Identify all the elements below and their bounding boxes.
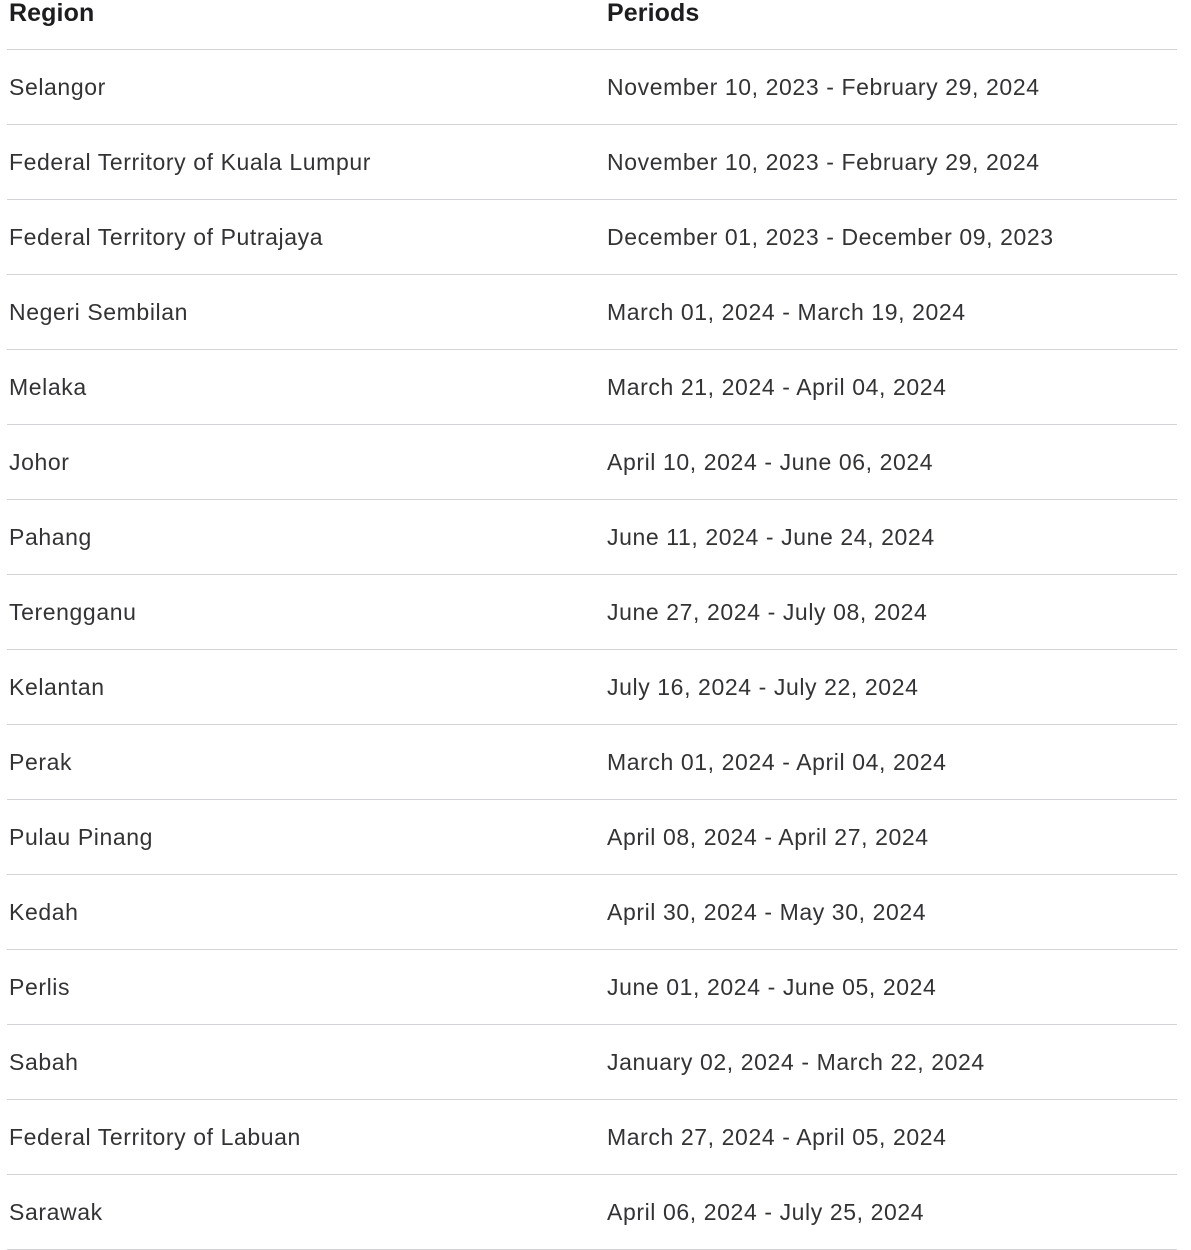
region-cell: Melaka xyxy=(9,374,87,400)
period-cell: June 27, 2024 - July 08, 2024 xyxy=(607,599,928,625)
period-cell: April 30, 2024 - May 30, 2024 xyxy=(607,899,927,925)
period-cell: March 01, 2024 - April 04, 2024 xyxy=(607,749,947,775)
table-row xyxy=(7,800,1177,875)
region-cell: Kedah xyxy=(9,899,79,925)
period-cell: July 16, 2024 - July 22, 2024 xyxy=(607,674,919,700)
header-region: Region xyxy=(9,0,95,27)
region-cell: Terengganu xyxy=(9,599,137,625)
table-row xyxy=(7,1025,1177,1100)
table-row xyxy=(7,125,1177,200)
region-cell: Kelantan xyxy=(9,674,105,700)
table-row xyxy=(7,1175,1177,1250)
table-row xyxy=(7,1100,1177,1175)
period-cell: April 08, 2024 - April 27, 2024 xyxy=(607,824,929,850)
region-cell: Perlis xyxy=(9,974,71,1000)
period-cell: April 06, 2024 - July 25, 2024 xyxy=(607,1199,925,1225)
region-cell: Federal Territory of Putrajaya xyxy=(9,224,324,250)
period-cell: January 02, 2024 - March 22, 2024 xyxy=(607,1049,985,1075)
table-row xyxy=(7,650,1177,725)
table-row xyxy=(7,725,1177,800)
period-cell: November 10, 2023 - February 29, 2024 xyxy=(607,74,1040,100)
region-cell: Johor xyxy=(9,449,70,475)
period-cell: March 01, 2024 - March 19, 2024 xyxy=(607,299,966,325)
region-cell: Federal Territory of Kuala Lumpur xyxy=(9,149,371,175)
region-periods-table xyxy=(7,0,1177,1250)
table-row xyxy=(7,875,1177,950)
region-cell: Pahang xyxy=(9,524,92,550)
table-row xyxy=(7,575,1177,650)
period-cell: April 10, 2024 - June 06, 2024 xyxy=(607,449,934,475)
region-cell: Perak xyxy=(9,749,73,775)
table-row xyxy=(7,425,1177,500)
region-cell: Federal Territory of Labuan xyxy=(9,1124,301,1150)
table-row xyxy=(7,350,1177,425)
period-cell: November 10, 2023 - February 29, 2024 xyxy=(607,149,1040,175)
table-header-row xyxy=(7,0,1177,50)
table-row xyxy=(7,500,1177,575)
header-periods: Periods xyxy=(607,0,700,27)
period-cell: March 21, 2024 - April 04, 2024 xyxy=(607,374,947,400)
table-row xyxy=(7,275,1177,350)
region-cell: Selangor xyxy=(9,74,106,100)
region-cell: Sarawak xyxy=(9,1199,103,1225)
region-cell: Pulau Pinang xyxy=(9,824,154,850)
region-cell: Negeri Sembilan xyxy=(9,299,189,325)
table-row xyxy=(7,50,1177,125)
table-row xyxy=(7,950,1177,1025)
period-cell: March 27, 2024 - April 05, 2024 xyxy=(607,1124,947,1150)
period-cell: June 01, 2024 - June 05, 2024 xyxy=(607,974,937,1000)
period-cell: December 01, 2023 - December 09, 2023 xyxy=(607,224,1054,250)
region-cell: Sabah xyxy=(9,1049,79,1075)
period-cell: June 11, 2024 - June 24, 2024 xyxy=(607,524,935,550)
table-row xyxy=(7,200,1177,275)
